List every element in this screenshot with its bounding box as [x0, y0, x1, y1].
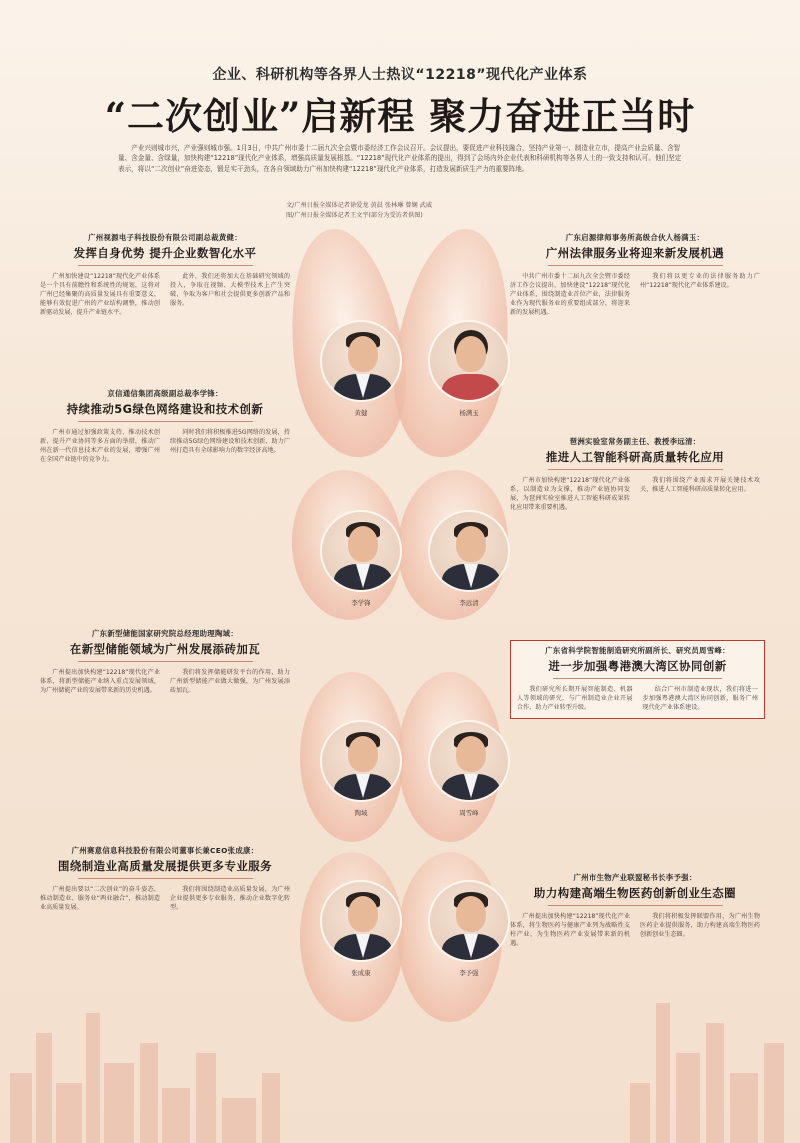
title-rule: [78, 421, 253, 422]
title-rule: [553, 678, 722, 679]
article-body: 中共广州市委十二届九次全会暨市委经济工作会议提出，加快建设“12218”现代化产业体系，围绕制造业首位产业，法律服务业作为现代服务业的重要组成部分，将迎来新的发展机遇。: [510, 273, 630, 317]
portrait-caption: 杨满玉: [459, 409, 479, 417]
article-body: 我们将积极发挥联盟作用，为广州生物医药企业提供服务，助力构建高端生物医药创新创业生态圈。: [640, 913, 760, 939]
title-rule: [78, 661, 253, 662]
article-body: 广州加快建设“12218”现代化产业体系是一个具有前瞻性和系统性的规划，这将对广州已经集聚的高质量发展具有重要意义，能够有效促进广州的产业结构调整，推动创新驱动发展，提升产业链水平。: [40, 273, 160, 317]
article-title: 进一步加强粤港澳大湾区协同创新: [548, 659, 727, 673]
article-body: 我们将围绕产业需求开展关键技术攻关，推进人工智能科研高质量转化应用。: [640, 477, 760, 494]
city-skyline-illustration: [0, 993, 300, 1143]
article-source: 广东启源律师事务所高级合伙人杨满玉：: [565, 233, 705, 242]
portrait-photo: [320, 510, 402, 592]
article-source: 琶洲实验室常务副主任、教授李远清：: [569, 437, 701, 446]
portrait-photo: [320, 320, 402, 402]
article-source: 广州视源电子科技股份有限公司副总裁黄健：: [88, 233, 242, 242]
portrait-caption: 李予强: [459, 969, 479, 977]
title-rule: [78, 878, 253, 879]
portrait-caption: 张成康: [351, 969, 371, 977]
portrait-caption: 黄健: [354, 409, 368, 417]
article-body: 广州提出加快构建“12218”现代化产业体系，将新型储能产业纳入重点发展领域，为广州储能产业的发展带来新的历史机遇。: [40, 669, 160, 695]
article-source: 广州赛意信息科技股份有限公司董事长兼CEO张成康：: [71, 846, 259, 855]
portrait-photo: [428, 880, 510, 962]
featured-article-box: [510, 640, 765, 719]
title-rule: [548, 469, 723, 470]
lead-paragraph: 产业兴则城市兴，产业强则城市强。1月3日，中共广州市委十二届九次全会暨市委经济工作会议召开。会议提出，要促进产业科技融合，坚持产业第一、制造业立市，提高产业会质量、含智量、含金量、含绿量，加快构建“12218”现代化产业体系，增强高质量发展根基。“12218”现代化产业体系的提出，得到了会场内外企业代表和科研机构等各界人士的一致支持和认可。他们坚定表示，将以“二次创业”奋进姿态，锻足实干劲头，在各自领域助力广州加快构建“12218”现代化产业体系，打造发展新质生产力的重要阵地。: [118, 144, 682, 173]
title-rule: [548, 905, 723, 906]
article-block: [40, 628, 290, 695]
portrait-photo: [428, 510, 510, 592]
byline-photo: 图/广州日报全媒体记者王文宇(部分为受访者供图): [286, 212, 423, 219]
article-block: [510, 232, 760, 317]
title-rule: [78, 265, 253, 266]
kicker-line: 企业、科研机构等各界人士热议“12218”现代化产业体系: [212, 67, 588, 83]
byline-text: 文/广州日报全媒体记者徐爱龙 黄晨 张林琳 曾娴 武威: [286, 202, 433, 209]
article-title: 持续推动5G绿色网络建设和技术创新: [66, 402, 264, 416]
article-source: 广州市生物产业联盟秘书长李予强：: [573, 873, 697, 882]
article-block: [40, 232, 290, 317]
article-source: 广东省科学院智能制造研究所副所长、研究员周雪峰：: [545, 646, 730, 655]
article-title: 广州法律服务业将迎来新发展机遇: [545, 246, 725, 260]
page-headline: “二次创业”启新程 聚力奋进正当时: [104, 94, 696, 138]
article-body: 我们将围绕制造业高质量发展，为广州企业提供更多专业服务，推动企业数字化转型。: [170, 886, 290, 912]
article-body: 此外，我们还将加大在基础研究领域的投入，争取在视频、大模型技术上产生突破，争取为客户和社会提供更多创新产品和服务。: [170, 273, 290, 308]
portrait-caption: 李远清: [459, 599, 479, 607]
portrait-photo: [320, 720, 402, 802]
portrait-caption: 周雪峰: [459, 809, 479, 817]
portrait-photo: [320, 880, 402, 962]
portrait-photo: [428, 720, 510, 802]
article-source: 京信通信集团高级副总裁李学锋：: [107, 389, 223, 398]
article-body: 广州市加快构建“12218”现代化产业体系，以制造业为支撑，推动产业链协同发展，为琶洲实验室推进人工智能科研成果转化应用带来重要机遇。: [510, 477, 630, 512]
article-block: [510, 436, 760, 512]
article-block: [40, 845, 290, 912]
article-body: 我们研究所长期开展智能制造、机器人等领域的研究，与广州制造业企业开展合作，助力产业转型升级。: [517, 686, 633, 712]
article-block: [40, 388, 290, 464]
article-block: [510, 872, 760, 948]
article-title: 推进人工智能科研高质量转化应用: [545, 450, 725, 464]
article-body: 我们将以更专业的法律服务助力广州“12218”现代化产业体系建设。: [640, 273, 760, 290]
article-body: 同时我们将积极推进5G网络的发展，持续推动5G绿色网络建设和技术创新，助力广州打造具有全球影响力的数字经济高地。: [170, 429, 290, 455]
city-skyline-illustration: [620, 993, 800, 1143]
article-body: 广州提出加快构建“12218”现代化产业体系，将生物医药与健康产业列为战略性支柱产业，为生物医药产业发展带来新的机遇。: [510, 913, 630, 948]
article-title: 在新型储能领域为广州发展添砖加瓦: [69, 642, 261, 656]
article-title: 围绕制造业高质量发展提供更多专业服务: [57, 859, 273, 873]
article-title: 发挥自身优势 提升企业数智化水平: [73, 246, 257, 260]
portrait-caption: 李学锋: [351, 599, 371, 607]
portrait-caption: 陶域: [354, 809, 368, 817]
article-body: 广州市通过加强政策支持、推动技术创新、提升产业协同等多方面的举措，推动广州在新一代信息技术产业的发展，增强广州在全国产业链中的竞争力。: [40, 429, 160, 464]
article-body: 结合广州市制造业现状，我们将进一步加强粤港澳大湾区协同创新，服务广州现代化产业体系建设。: [642, 686, 758, 712]
portrait-photo: [428, 320, 510, 402]
article-body: 广州提出要以“二次创业”的奋斗姿态，推动制造业、服务业“两业融合”，推动制造业高质量发展。: [40, 886, 160, 912]
article-body: 我们将发挥储能研发平台的作用，助力广州新型储能产业做大做强，为广州发展添砖加瓦。: [170, 669, 290, 695]
title-rule: [548, 265, 723, 266]
article-title: 助力构建高端生物医药创新创业生态圈: [533, 886, 737, 900]
article-source: 广东新型储能国家研究院总经理助理陶域：: [91, 629, 239, 638]
